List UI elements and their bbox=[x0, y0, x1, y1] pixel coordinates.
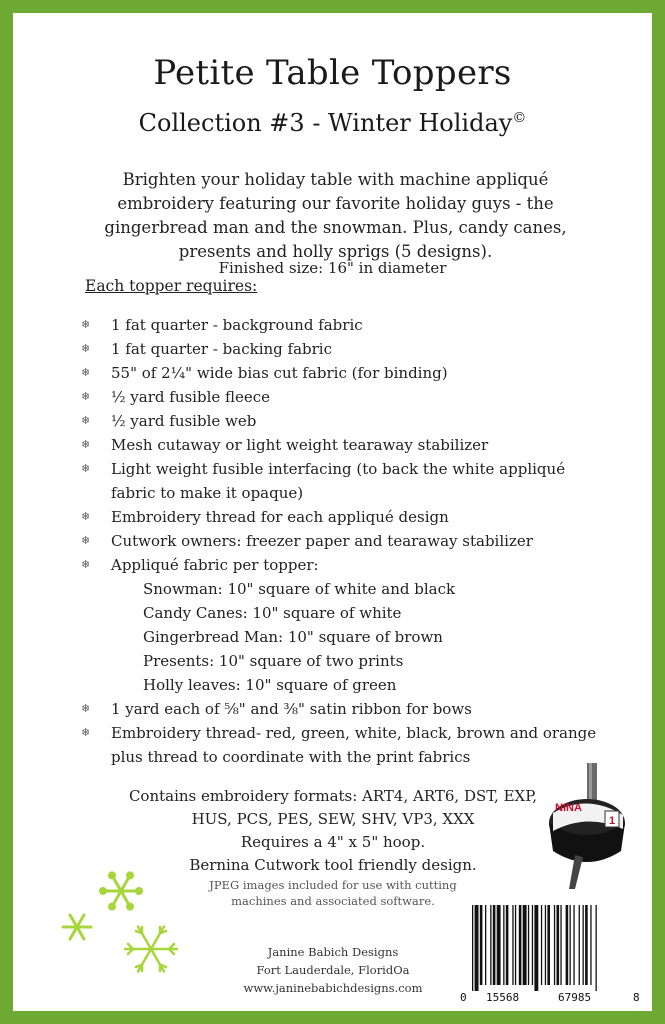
barcode-bar bbox=[497, 905, 501, 985]
snowflake-bullet-icon: ❄ bbox=[81, 726, 91, 739]
list-item bbox=[73, 385, 613, 409]
intro-paragraph: Brighten your holiday table with machine appliqué embroidery featuring our favorite holiday guys - the gingerbread man and the snowman. Plus, candy canes, presents and holly sprigs (5 designs). bbox=[104, 170, 567, 261]
barcode-digits: 15568 bbox=[486, 991, 520, 1004]
barcode-digits: 67985 bbox=[558, 991, 592, 1004]
snowflake-bullet-icon: ❄ bbox=[81, 534, 91, 547]
applique-item: Snowman: 10" square of white and black bbox=[143, 580, 456, 598]
tool-brand-text: NINA bbox=[555, 802, 582, 814]
barcode-bar bbox=[570, 905, 571, 985]
list-item bbox=[73, 457, 613, 505]
designer-website: www.janinebabichdesigns.com bbox=[243, 981, 423, 995]
list-item bbox=[73, 313, 613, 337]
snowflake-bullet-icon: ❄ bbox=[81, 366, 91, 379]
designer-name: Janine Babich Designs bbox=[267, 945, 399, 959]
snowflake-bullet-icon: ❄ bbox=[81, 510, 91, 523]
snowflake-icon bbox=[63, 915, 91, 939]
applique-item: Holly leaves: 10" square of green bbox=[143, 676, 397, 694]
list-item-text: Mesh cutaway or light weight tearaway stabilizer bbox=[111, 436, 489, 454]
barcode-bar bbox=[475, 905, 479, 991]
snowflake-bullet-icon: ❄ bbox=[81, 702, 91, 715]
designer-city: Fort Lauderdale, FloridOa bbox=[256, 963, 410, 977]
barcode-digit: 8 bbox=[633, 991, 640, 1004]
barcode-bar bbox=[560, 905, 561, 985]
list-item-text: Appliqué fabric per topper: bbox=[111, 556, 319, 574]
hoop-requirement: Requires a 4" x 5" hoop. bbox=[240, 833, 426, 851]
barcode-digit: 0 bbox=[460, 991, 467, 1004]
snowflake-bullet-icon: ❄ bbox=[81, 462, 91, 475]
list-item-text: 1 yard each of ⅝" and ⅜" satin ribbon for bows bbox=[111, 700, 472, 718]
barcode-bar bbox=[566, 905, 569, 985]
page-subtitle bbox=[13, 109, 652, 137]
jpeg-note: JPEG images included for use with cutting bbox=[209, 878, 457, 892]
copyright-mark: © bbox=[512, 110, 527, 126]
barcode-bar bbox=[547, 905, 550, 985]
formats-line: Contains embroidery formats: ART4, ART6, DST, EXP, bbox=[128, 787, 538, 805]
barcode-bar bbox=[493, 905, 496, 985]
list-item-text: 1 fat quarter - background fabric bbox=[111, 316, 363, 334]
cutwork-tool-image bbox=[523, 763, 633, 893]
list-item bbox=[73, 529, 613, 553]
barcode-bar bbox=[523, 905, 527, 985]
list-item-text: ½ yard fusible fleece bbox=[111, 388, 271, 406]
barcode-bar bbox=[472, 905, 473, 991]
barcode-bar bbox=[557, 905, 560, 985]
barcode-bar bbox=[541, 905, 542, 985]
list-item bbox=[73, 361, 613, 385]
barcode-bar bbox=[545, 905, 546, 985]
barcode-bar bbox=[503, 905, 504, 985]
finished-size: Finished size: 16" in diameter bbox=[218, 259, 447, 277]
snowflake-icon bbox=[101, 873, 142, 909]
snowflake-bullet-icon: ❄ bbox=[81, 558, 91, 571]
cutwork-note: Bernina Cutwork tool friendly design. bbox=[189, 856, 477, 874]
snowflakes-decoration bbox=[53, 863, 193, 993]
barcode bbox=[458, 901, 644, 1013]
barcode-bar bbox=[528, 905, 529, 985]
list-item bbox=[73, 721, 613, 769]
list-item-text: 1 fat quarter - backing fabric bbox=[111, 340, 332, 358]
list-item bbox=[73, 697, 613, 721]
tool-number-text: 1 bbox=[609, 815, 616, 827]
barcode-bar bbox=[519, 905, 522, 985]
requirements-heading: Each topper requires: bbox=[85, 277, 258, 295]
list-item-text: 55" of 2¼" wide bias cut fabric (for binding) bbox=[111, 364, 448, 382]
barcode-bar bbox=[573, 905, 574, 985]
list-item-text: Embroidery thread for each appliqué design bbox=[111, 508, 449, 526]
barcode-bar bbox=[583, 905, 584, 985]
list-item-text: Light weight fusible interfacing (to back the white appliqué fabric to make it opaque) bbox=[111, 460, 566, 502]
subtitle-text: Collection #3 - Winter Holiday bbox=[138, 109, 513, 137]
barcode-bar bbox=[506, 905, 509, 985]
list-item-text: Cutwork owners: freezer paper and tearaway stabilizer bbox=[111, 532, 533, 550]
barcode-bar bbox=[485, 905, 486, 985]
barcode-bar bbox=[596, 905, 597, 991]
list-item bbox=[73, 433, 613, 457]
snowflake-bullet-icon: ❄ bbox=[81, 414, 91, 427]
barcode-bar bbox=[490, 905, 491, 985]
applique-item: Gingerbread Man: 10" square of brown bbox=[143, 628, 443, 646]
barcode-bar bbox=[515, 905, 516, 985]
designer-address bbox=[213, 943, 453, 997]
requirements-list bbox=[73, 313, 613, 769]
snowflake-icon bbox=[125, 927, 177, 972]
snowflake-bullet-icon: ❄ bbox=[81, 438, 91, 451]
barcode-bar bbox=[554, 905, 555, 985]
barcode-bar bbox=[480, 905, 483, 985]
barcode-bar bbox=[590, 905, 591, 985]
snowflake-bullet-icon: ❄ bbox=[81, 318, 91, 331]
snowflake-bullet-icon: ❄ bbox=[81, 342, 91, 355]
list-item bbox=[73, 337, 613, 361]
applique-item: Presents: 10" square of two prints bbox=[143, 652, 404, 670]
list-item bbox=[73, 505, 613, 529]
list-item bbox=[73, 409, 613, 433]
list-item-text: Embroidery thread- red, green, white, black, brown and orange plus thread to coordinate with the print fabrics bbox=[111, 724, 597, 766]
barcode-bar bbox=[534, 905, 538, 991]
jpeg-note: machines and associated software. bbox=[231, 894, 435, 908]
barcode-bar bbox=[585, 905, 588, 985]
list-item bbox=[73, 553, 613, 577]
list-item-text: ½ yard fusible web bbox=[111, 412, 257, 430]
barcode-bar bbox=[532, 905, 533, 985]
barcode-bar bbox=[579, 905, 580, 985]
page-title: Petite Table Toppers bbox=[153, 53, 512, 93]
applique-item: Candy Canes: 10" square of white bbox=[143, 604, 402, 622]
barcode-bars bbox=[458, 901, 644, 991]
barcode-bar bbox=[512, 905, 513, 985]
snowflake-bullet-icon: ❄ bbox=[81, 390, 91, 403]
formats-line: HUS, PCS, PES, SEW, SHV, VP3, XXX bbox=[191, 810, 475, 828]
